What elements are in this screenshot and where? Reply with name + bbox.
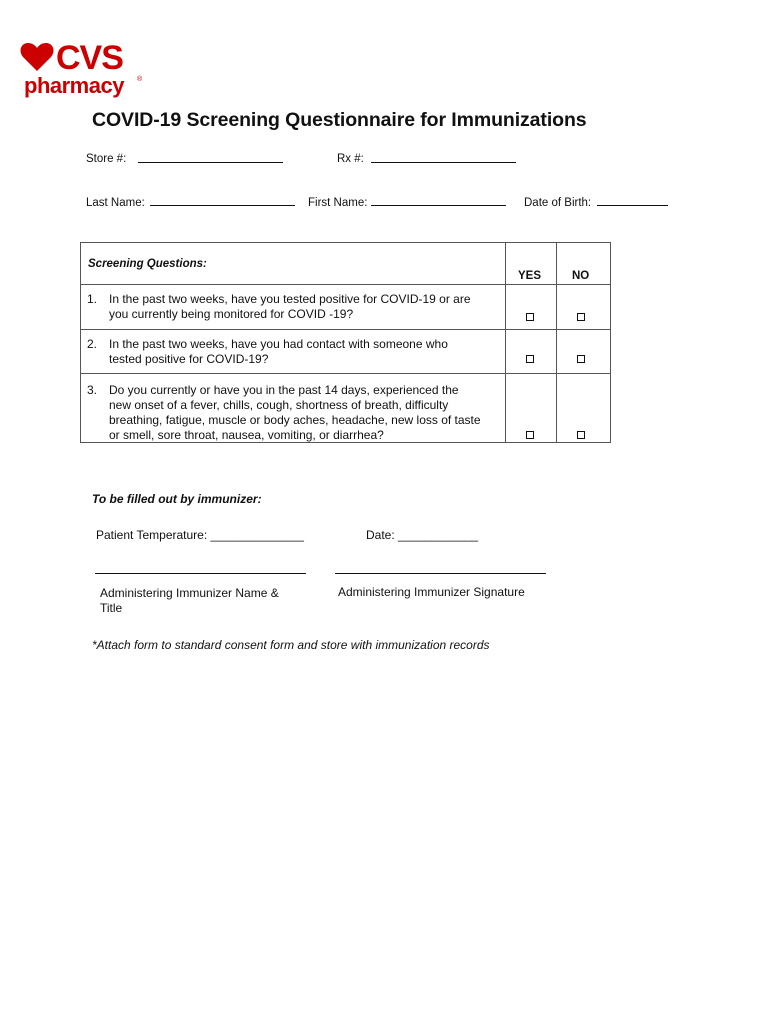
- date-field[interactable]: Date: ____________: [366, 528, 479, 542]
- question-line: In the past two weeks, have you had contact with someone who: [109, 337, 448, 351]
- immunizer-name-caption: [100, 586, 279, 616]
- question-line: Do you currently or have you in the past 14 days, experienced the: [109, 383, 459, 397]
- table-divider: [81, 373, 610, 374]
- page-title: COVID-19 Screening Questionnaire for Immunizations: [92, 109, 587, 131]
- registered-mark: ®: [137, 76, 143, 83]
- question-number: 2.: [87, 337, 98, 351]
- brand-name: CVS: [56, 39, 123, 77]
- rx-label: Rx #:: [337, 153, 364, 165]
- table-divider: [505, 243, 506, 442]
- table-divider: [81, 284, 610, 285]
- store-label: Store #:: [86, 153, 127, 165]
- dob-label: Date of Birth:: [524, 197, 592, 209]
- q1-yes-checkbox[interactable]: [526, 313, 534, 321]
- rx-field[interactable]: [371, 162, 516, 163]
- q1-no-checkbox[interactable]: [577, 313, 585, 321]
- immunizer-signature-line[interactable]: [335, 573, 546, 574]
- patient-temperature-field[interactable]: Patient Temperature: ______________: [96, 528, 304, 542]
- question-line: tested positive for COVID-19?: [109, 352, 269, 366]
- q3-no-checkbox[interactable]: [577, 431, 585, 439]
- heart-icon: [20, 42, 54, 72]
- immunizer-signature-caption: Administering Immunizer Signature: [338, 585, 525, 599]
- question-number: 3.: [87, 383, 98, 397]
- screening-heading: Screening Questions:: [88, 258, 207, 270]
- yes-header: YES: [518, 270, 542, 282]
- last-name-field[interactable]: [150, 205, 295, 206]
- cvs-pharmacy-logo: [20, 39, 143, 102]
- question-2-text: [109, 337, 504, 367]
- question-1-text: [109, 292, 504, 322]
- first-name-field[interactable]: [371, 205, 506, 206]
- question-line: breathing, fatigue, muscle or body aches, headache, new loss of taste: [109, 413, 481, 427]
- immunizer-heading: To be filled out by immunizer:: [92, 492, 262, 506]
- question-line: or smell, sore throat, nausea, vomiting, or diarrhea?: [109, 428, 384, 442]
- footnote: *Attach form to standard consent form and store with immunization records: [92, 638, 490, 652]
- caption-line: Administering Immunizer Name &: [100, 586, 279, 600]
- table-divider: [81, 329, 610, 330]
- q3-yes-checkbox[interactable]: [526, 431, 534, 439]
- table-divider: [556, 243, 557, 442]
- brand-sub: pharmacy: [24, 73, 124, 98]
- question-line: new onset of a fever, chills, cough, shortness of breath, difficulty: [109, 398, 449, 412]
- immunizer-name-line[interactable]: [95, 573, 306, 574]
- question-line: you currently being monitored for COVID -19?: [109, 307, 354, 321]
- caption-line: Title: [100, 601, 123, 615]
- dob-field[interactable]: [597, 205, 668, 206]
- last-name-label: Last Name:: [86, 197, 145, 209]
- q2-yes-checkbox[interactable]: [526, 355, 534, 363]
- no-header: NO: [572, 270, 590, 282]
- question-line: In the past two weeks, have you tested positive for COVID-19 or are: [109, 292, 471, 306]
- screening-table: [80, 242, 611, 443]
- store-field[interactable]: [138, 162, 283, 163]
- first-name-label: First Name:: [308, 197, 368, 209]
- question-number: 1.: [87, 292, 98, 306]
- question-3-text: [109, 383, 504, 443]
- q2-no-checkbox[interactable]: [577, 355, 585, 363]
